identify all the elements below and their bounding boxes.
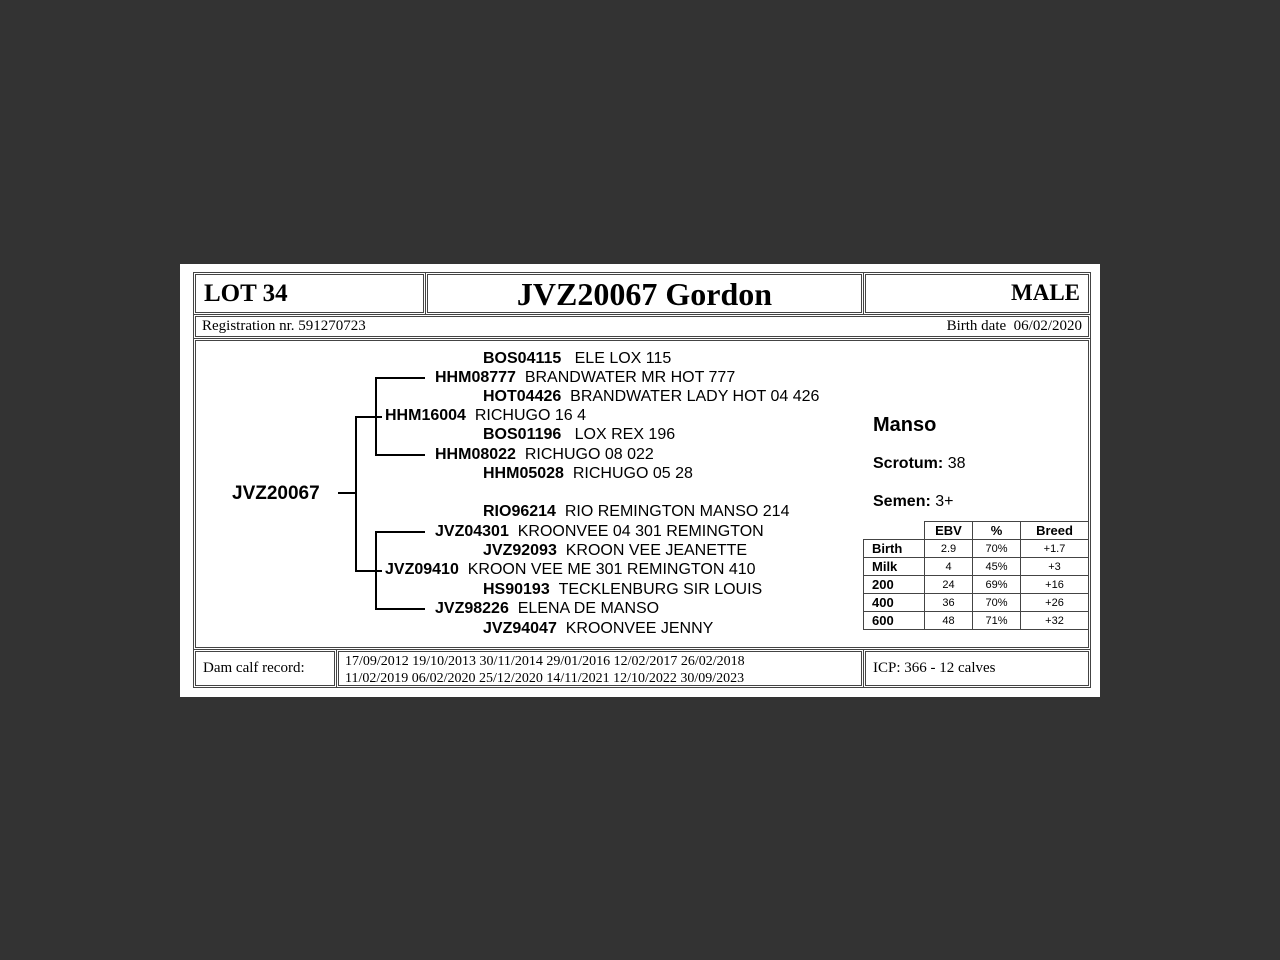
dam-bracket xyxy=(375,531,377,610)
subject-code: JVZ20067 xyxy=(232,483,320,504)
table-row xyxy=(864,576,1089,594)
pedigree-sire: HHM16004 RICHUGO 16 4 xyxy=(385,407,586,424)
ebv-percent: 71% xyxy=(973,612,1021,630)
icp-value: ICP: 366 - 12 calves xyxy=(873,660,996,676)
ebv-percent: 70% xyxy=(973,594,1021,612)
ebv-value: 4 xyxy=(925,558,973,576)
ebv-header-percent: % xyxy=(973,522,1021,540)
pedigree-dam-dam: JVZ98226 ELENA DE MANSO xyxy=(435,600,660,617)
ebv-percent: 45% xyxy=(973,558,1021,576)
ebv-row-label: Birth xyxy=(864,540,925,558)
pedigree-sire-dam-sire: BOS01196 LOX REX 196 xyxy=(483,426,676,443)
ebv-value: 48 xyxy=(925,612,973,630)
sire-dam-connector xyxy=(375,454,425,456)
ebv-row-label: Milk xyxy=(864,558,925,576)
animal-title: JVZ20067 Gordon xyxy=(516,276,773,312)
icp-box xyxy=(863,649,1091,688)
table-row xyxy=(864,594,1089,612)
dam-sire-connector xyxy=(375,531,425,533)
pedigree-sire-sire: HHM08777 BRANDWATER MR HOT 777 xyxy=(435,369,736,386)
birth-date-value: 06/02/2020 xyxy=(1013,318,1082,334)
lot-card xyxy=(180,264,1100,697)
registration-number: Registration nr. 591270723 xyxy=(202,318,366,334)
semen-grade: Semen: 3+ xyxy=(873,493,954,510)
dam-connector xyxy=(355,570,382,572)
birth-date xyxy=(947,318,1082,335)
ebv-percent: 70% xyxy=(973,540,1021,558)
ebv-breed: +16 xyxy=(1021,576,1089,594)
subject-connector xyxy=(338,492,356,494)
pedigree-dam-dam-dam: JVZ94047 KROONVEE JENNY xyxy=(483,620,714,637)
pedigree-dam-sire: JVZ04301 KROONVEE 04 301 REMINGTON xyxy=(435,523,764,540)
lot-box xyxy=(193,272,426,315)
dam-dam-connector xyxy=(375,608,425,610)
sire-sire-connector xyxy=(375,377,425,379)
ebv-row-label: 600 xyxy=(864,612,925,630)
ebv-row-label: 200 xyxy=(864,576,925,594)
pedigree-sire-dam-dam: HHM05028 RICHUGO 05 28 xyxy=(483,465,693,482)
ebv-row-label: 400 xyxy=(864,594,925,612)
title-box xyxy=(425,272,864,315)
sire-bracket xyxy=(375,377,377,456)
calf-record-dates-box xyxy=(336,649,864,688)
calf-record-label-box xyxy=(193,649,337,688)
sire-connector xyxy=(355,416,382,418)
registration-row xyxy=(193,314,1091,339)
scrotum-measure: Scrotum: 38 xyxy=(873,455,966,472)
ebv-breed: +32 xyxy=(1021,612,1089,630)
ebv-header-row xyxy=(864,522,1089,540)
trait-name: Manso xyxy=(873,414,937,436)
calf-record-label: Dam calf record: xyxy=(203,660,305,676)
ebv-value: 24 xyxy=(925,576,973,594)
lot-number: LOT 34 xyxy=(204,280,288,307)
pedigree-dam: JVZ09410 KROON VEE ME 301 REMINGTON 410 xyxy=(385,561,756,578)
pedigree-dam-sire-dam: JVZ92093 KROON VEE JEANETTE xyxy=(483,542,748,559)
pedigree-dam-dam-sire: HS90193 TECKLENBURG SIR LOUIS xyxy=(483,581,763,598)
ebv-value: 36 xyxy=(925,594,973,612)
pedigree-sire-dam: HHM08022 RICHUGO 08 022 xyxy=(435,446,654,463)
calf-record-line-2: 11/02/2019 06/02/2020 25/12/2020 14/11/2021 12/10/2022 30/09/2023 xyxy=(345,671,745,686)
animal-sex: MALE xyxy=(1011,280,1080,305)
ebv-header-ebv: EBV xyxy=(925,522,973,540)
table-row xyxy=(864,612,1089,630)
birth-date-label: Birth date xyxy=(946,318,1007,334)
pedigree-sire-sire-sire: BOS04115 ELE LOX 115 xyxy=(483,350,672,367)
ebv-breed: +26 xyxy=(1021,594,1089,612)
ebv-value: 2.9 xyxy=(925,540,973,558)
sex-box xyxy=(863,272,1091,315)
ebv-breed: +3 xyxy=(1021,558,1089,576)
table-row xyxy=(864,540,1089,558)
pedigree-dam-sire-sire: RIO96214 RIO REMINGTON MANSO 214 xyxy=(483,503,790,520)
calf-record-line-1: 17/09/2012 19/10/2013 30/11/2014 29/01/2016 12/02/2017 26/02/2018 xyxy=(345,654,745,669)
table-row xyxy=(864,558,1089,576)
ebv-breed: +1.7 xyxy=(1021,540,1089,558)
parents-bracket xyxy=(355,416,357,572)
ebv-header-breed: Breed xyxy=(1021,522,1089,540)
pedigree-sire-sire-dam: HOT04426 BRANDWATER LADY HOT 04 426 xyxy=(483,388,820,405)
ebv-table xyxy=(863,521,1089,630)
ebv-percent: 69% xyxy=(973,576,1021,594)
